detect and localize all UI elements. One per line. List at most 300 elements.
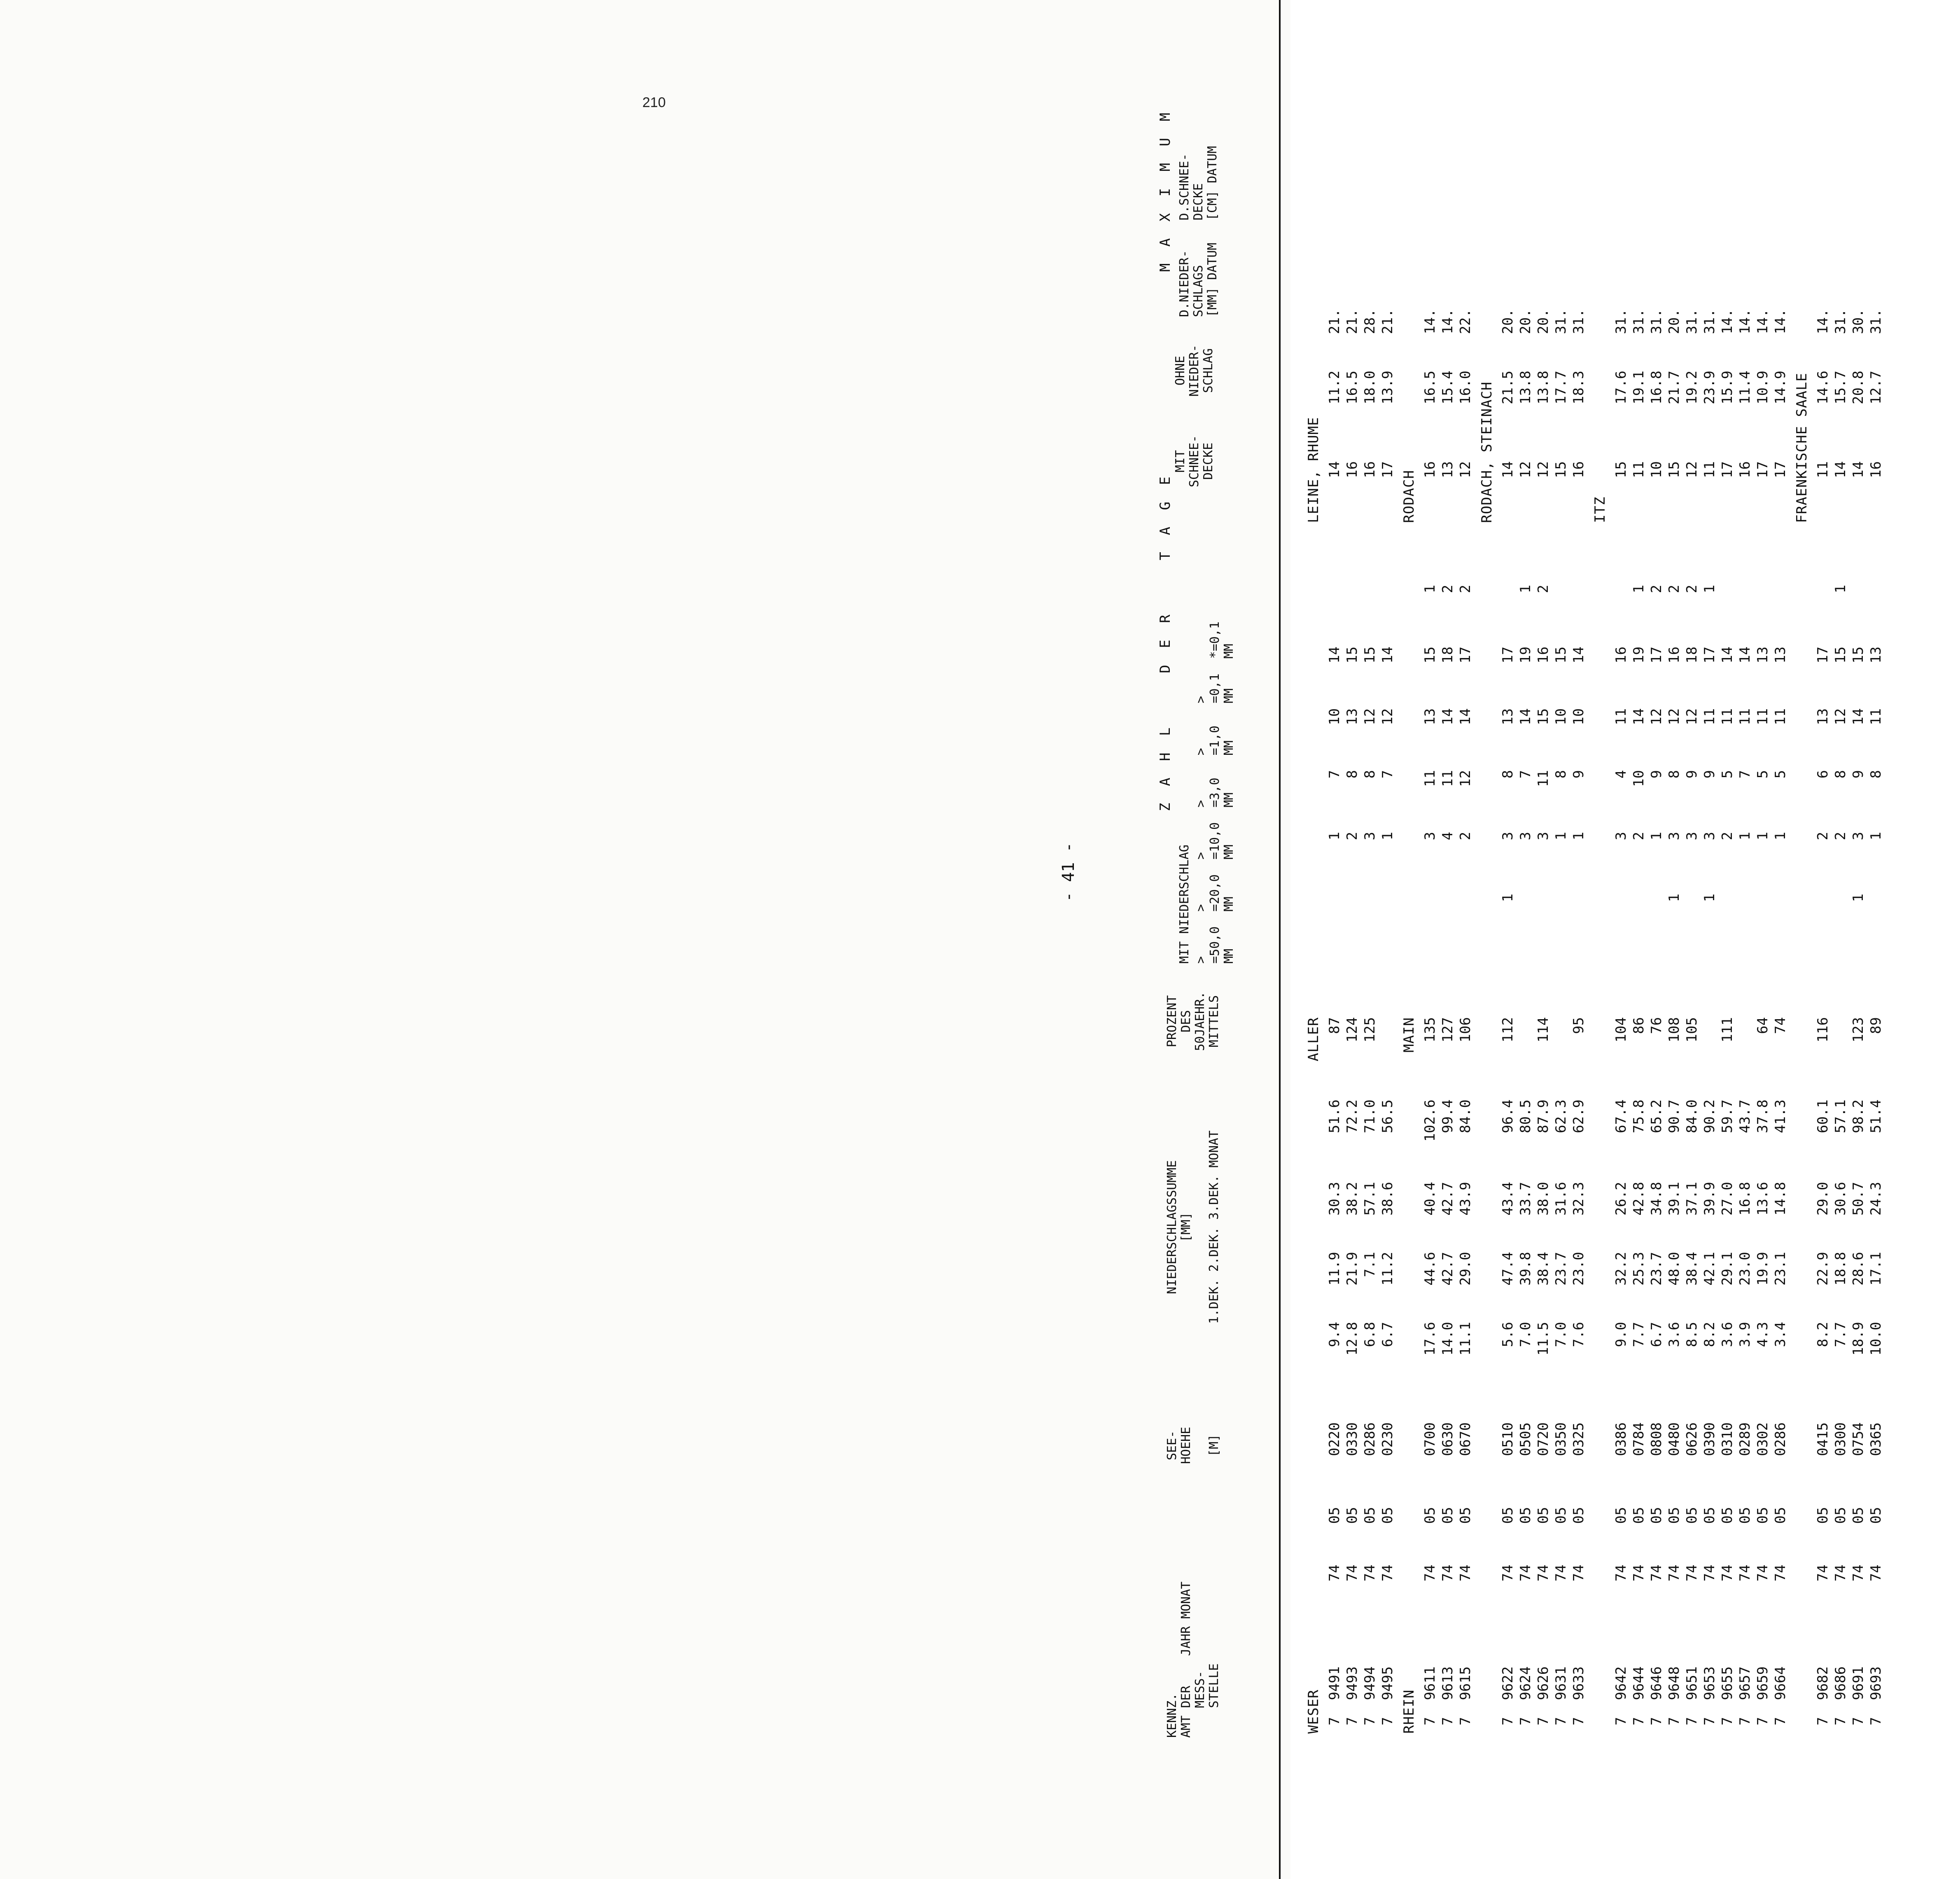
cell-maxn: 16.5 [1344,371,1360,404]
cell-d1: 11.1 [1457,1322,1474,1356]
cell-monat: 05 [1719,1507,1736,1524]
cell-amt [1517,1602,1535,1738]
cell-hoehe: 0325 [1570,1422,1587,1456]
cell-kennz: 9646 [1648,1666,1665,1700]
cell-amt [1421,1602,1439,1738]
cell-z20 [1754,894,1772,955]
cell-z1: 10 [1570,708,1587,725]
cell-z50 [1612,955,1630,1017]
cell-maxn: 11.4 [1737,371,1753,404]
cell-z01: 13 [1772,647,1789,663]
cell-kennz: 9651 [1684,1666,1700,1700]
cell-amt [1648,1602,1666,1738]
cell-z50 [1754,955,1772,1017]
cell-zs: 2 [1666,585,1682,593]
river-system-label [1790,1099,1814,1738]
cell-z50 [1736,955,1754,1017]
cell-proz: 106 [1457,1017,1474,1043]
cell-jahr: 74 [1815,1564,1831,1582]
cell-schnee [1683,523,1701,585]
cell-jahr: 74 [1326,1564,1343,1582]
cell-amt [1326,1602,1344,1738]
cell-z20 [1612,894,1630,955]
cell-z20 [1457,894,1475,955]
cell-mon: 59.7 [1719,1099,1736,1133]
cell-schnee [1867,523,1885,585]
cell-jahr: 74 [1344,1564,1360,1582]
cell-maxd: 14. [1755,309,1771,334]
cell-proz: 87 [1326,1017,1343,1034]
cell-z1: 12 [1684,708,1700,725]
cell-kennz: 9659 [1755,1666,1771,1700]
cell-maxd: 21. [1379,309,1396,334]
cell-kennz: 9613 [1440,1666,1456,1700]
cell-z50 [1361,955,1379,1017]
cell-schnee [1379,523,1397,585]
cell-amt [1701,1602,1719,1738]
cell-kennz: 9642 [1613,1666,1629,1700]
cell-amt: 7 [1684,1717,1700,1725]
cell-z3: 9 [1850,770,1867,779]
cell-hoehe: 0365 [1868,1422,1884,1456]
table-row [1517,309,1535,1738]
cell-d1: 8.5 [1684,1322,1700,1347]
cell-kennz: 9686 [1832,1666,1849,1700]
cell-amt: 7 [1755,1717,1771,1725]
cell-schnee [1344,523,1361,585]
cell-z50 [1552,955,1570,1017]
page-number: 210 [642,95,666,110]
cell-d2: 48.0 [1666,1252,1682,1286]
cell-z20 [1683,894,1701,955]
table-row [1850,309,1867,1738]
cell-d1: 10.0 [1868,1322,1884,1356]
cell-z1: 10 [1553,708,1569,725]
group-label-row [1475,309,1499,1738]
cell-d1: 8.2 [1815,1322,1831,1347]
cell-zs: 2 [1440,585,1456,593]
cell-amt: 7 [1553,1717,1569,1725]
table-row [1439,309,1457,1738]
cell-maxd: 31. [1868,309,1884,334]
cell-z1: 13 [1815,708,1831,725]
cell-d2: 39.8 [1517,1252,1534,1286]
cell-jahr: 74 [1850,1564,1867,1582]
cell-ohne: 16 [1737,461,1753,478]
cell-proz: 76 [1648,1017,1665,1034]
cell-amt: 7 [1737,1717,1753,1725]
cell-maxd: 31. [1684,309,1700,334]
table-row [1719,309,1736,1738]
cell-z3: 6 [1815,770,1831,779]
cell-d2: 17.1 [1868,1252,1884,1286]
cell-monat: 05 [1666,1507,1682,1524]
cell-z3: 7 [1326,770,1343,779]
catchment-label: LEINE, RHUME [1305,417,1322,523]
cell-hoehe: 0286 [1362,1422,1378,1456]
cell-maxn: 20.8 [1850,371,1867,404]
cell-z01: 19 [1631,647,1647,663]
cell-d3: 57.1 [1362,1182,1378,1216]
cell-kennz: 9644 [1631,1666,1647,1700]
river-system-label: RHEIN [1400,1689,1417,1734]
cell-jahr: 74 [1457,1564,1474,1582]
cell-kennz: 9493 [1344,1666,1360,1700]
cell-z3: 8 [1500,770,1516,779]
cell-kennz: 9615 [1457,1666,1474,1700]
cell-d3: 13.6 [1755,1182,1771,1216]
cell-z10: 3 [1500,832,1516,840]
cell-monat: 05 [1326,1507,1343,1524]
cell-ohne: 11 [1631,461,1647,478]
cell-z3: 11 [1440,770,1456,787]
cell-z50 [1648,955,1666,1017]
cell-hoehe: 0220 [1326,1422,1343,1456]
cell-zs: 1 [1701,585,1718,593]
cell-maxn: 23.9 [1701,371,1718,404]
cell-kennz: 9682 [1815,1666,1831,1700]
catchment-label: RODACH [1400,470,1417,523]
header-prozent: PROZENT DES 50JAEHR. MITTELS [1165,991,1221,1051]
cell-z50 [1439,955,1457,1017]
table-row [1326,309,1344,1738]
cell-z1: 13 [1500,708,1516,725]
cell-hoehe: 0300 [1832,1422,1849,1456]
table-body [1301,309,1885,1738]
cell-maxd: 20. [1517,309,1534,334]
cell-z01: 19 [1517,647,1534,663]
cell-d2: 47.4 [1500,1252,1516,1286]
cell-monat: 05 [1815,1507,1831,1524]
cell-d3: 50.7 [1850,1182,1867,1216]
cell-d2: 44.6 [1422,1252,1438,1286]
cell-d2: 22.9 [1815,1252,1831,1286]
cell-z50 [1535,955,1552,1017]
cell-maxd: 20. [1535,309,1552,334]
cell-amt [1772,1602,1790,1738]
cell-amt [1666,1602,1683,1738]
cell-amt: 7 [1500,1717,1516,1725]
cell-z50 [1570,955,1588,1017]
cell-d2: 32.2 [1613,1252,1629,1286]
table-row [1683,309,1701,1738]
cell-ohne: 16 [1570,461,1587,478]
cell-maxd: 21. [1344,309,1360,334]
cell-schnee [1499,523,1517,585]
cell-jahr: 74 [1379,1564,1396,1582]
cell-z20 [1814,894,1832,955]
cell-maxd: 14. [1737,309,1753,334]
table-row [1421,309,1439,1738]
cell-schnee [1570,523,1588,585]
cell-d2: 11.2 [1379,1252,1396,1286]
cell-z50 [1326,955,1344,1017]
cell-kennz: 9631 [1553,1666,1569,1700]
cell-d1: 11.5 [1535,1322,1552,1356]
cell-ohne: 12 [1535,461,1552,478]
cell-kennz: 9624 [1517,1666,1534,1700]
cell-z20 [1772,894,1790,955]
cell-jahr: 74 [1570,1564,1587,1582]
cell-proz: 135 [1422,1017,1438,1043]
cell-d1: 3.6 [1666,1322,1682,1347]
cell-amt: 7 [1517,1717,1534,1725]
cell-maxd: 20. [1666,309,1682,334]
cell-zs: 1 [1517,585,1534,593]
cell-d1: 8.2 [1701,1322,1718,1347]
cell-maxd: 14. [1719,309,1736,334]
cell-hoehe: 0700 [1422,1422,1438,1456]
cell-z50 [1719,955,1736,1017]
cell-d3: 14.8 [1772,1182,1789,1216]
cell-z50 [1867,955,1885,1017]
cell-hoehe: 0302 [1755,1422,1771,1456]
cell-d3: 38.0 [1535,1182,1552,1216]
cell-d3: 42.8 [1631,1182,1647,1216]
cell-schnee [1630,523,1648,585]
cell-z50 [1666,955,1683,1017]
cell-mon: 90.2 [1701,1099,1718,1133]
cell-monat: 05 [1648,1507,1665,1524]
cell-amt [1736,1602,1754,1738]
cell-monat: 05 [1701,1507,1718,1524]
header-max-cols: D.NIEDER- D.SCHNEE- SCHLAGS DECKE [MM] DATUM [CM] DATUM [1177,146,1220,317]
cell-hoehe: 0310 [1719,1422,1736,1456]
cell-amt: 7 [1868,1717,1884,1725]
cell-zs [1754,585,1772,647]
cell-mon: 71.0 [1362,1099,1378,1133]
cell-amt [1570,1602,1588,1738]
cell-z3: 8 [1344,770,1360,779]
cell-zs [1867,585,1885,647]
cell-kennz: 9664 [1772,1666,1789,1700]
cell-d3: 32.3 [1570,1182,1587,1216]
cell-z10: 3 [1362,832,1378,840]
header-niederschlag: NIEDERSCHLAGSSUMME [MM] 1.DEK. 2.DEK. 3.DEK. MONAT [1165,1130,1221,1324]
cell-d2: 29.0 [1457,1252,1474,1286]
cell-kennz: 9626 [1535,1666,1552,1700]
cell-schnee [1439,523,1457,585]
cell-proz [1701,1017,1719,1099]
cell-z1: 12 [1666,708,1682,725]
table-row [1630,309,1648,1738]
table-row [1552,309,1570,1738]
cell-mon: 56.5 [1379,1099,1396,1133]
cell-z20 [1326,894,1344,955]
cell-z50 [1772,955,1790,1017]
cell-monat: 05 [1850,1507,1867,1524]
table-row [1499,309,1517,1738]
cell-d1: 7.0 [1517,1322,1534,1347]
cell-z10: 1 [1737,832,1753,840]
river-system-label [1588,1099,1612,1738]
cell-proz: 104 [1613,1017,1629,1043]
cell-z1: 14 [1457,708,1474,725]
cell-schnee [1457,523,1475,585]
cell-z1: 11 [1755,708,1771,725]
cell-z50 [1421,955,1439,1017]
cell-proz: 124 [1344,1017,1360,1043]
cell-proz: 74 [1772,1017,1789,1034]
cell-d2: 38.4 [1684,1252,1700,1286]
cell-proz [1517,1017,1535,1099]
cell-maxd: 31. [1613,309,1629,334]
cell-hoehe: 0350 [1553,1422,1569,1456]
cell-schnee [1535,523,1552,585]
cell-z1: 14 [1631,708,1647,725]
cell-ohne: 15 [1553,461,1569,478]
cell-z01: 17 [1500,647,1516,663]
cell-ohne: 12 [1517,461,1534,478]
cell-proz: 86 [1631,1017,1647,1034]
cell-ohne: 15 [1613,461,1629,478]
header-schneedecke: MIT SCHNEE- DECKE [1173,435,1216,488]
cell-ohne: 17 [1719,461,1736,478]
cell-z50 [1701,955,1719,1017]
table-header [1054,8,1285,1738]
cell-maxn: 18.0 [1362,371,1378,404]
cell-maxn: 21.5 [1500,371,1516,404]
cell-amt [1535,1602,1552,1738]
cell-z10: 2 [1832,832,1849,840]
cell-d3: 33.7 [1517,1182,1534,1216]
cell-schnee [1814,523,1832,585]
cell-z01: 18 [1440,647,1456,663]
rotated-table-region [1054,8,1960,1738]
cell-z3: 5 [1772,770,1789,779]
cell-z3: 7 [1517,770,1534,779]
cell-z3: 8 [1832,770,1849,779]
cell-mon: 80.5 [1517,1099,1534,1133]
cell-d2: 21.9 [1344,1252,1360,1286]
cell-z3: 5 [1719,770,1736,779]
cell-z20 [1630,894,1648,955]
table-row [1648,309,1666,1738]
cell-maxn: 16.0 [1457,371,1474,404]
cell-d1: 5.6 [1500,1322,1516,1347]
cell-z1: 11 [1772,708,1789,725]
cell-zs: 2 [1648,585,1665,593]
cell-mon: 99.4 [1440,1099,1456,1133]
cell-mon: 51.4 [1868,1099,1884,1133]
table-row [1754,309,1772,1738]
cell-maxn: 19.2 [1684,371,1700,404]
cell-d2: 23.0 [1737,1252,1753,1286]
cell-d3: 24.3 [1868,1182,1884,1216]
cell-schnee [1736,523,1754,585]
cell-z01: 14 [1379,647,1396,663]
cell-zs [1499,585,1517,647]
cell-amt [1754,1602,1772,1738]
cell-d2: 28.6 [1850,1252,1867,1286]
cell-d3: 27.0 [1719,1182,1736,1216]
cell-zs [1736,585,1754,647]
cell-d3: 34.8 [1648,1182,1665,1216]
cell-z10: 2 [1815,832,1831,840]
table-row [1701,309,1719,1738]
cell-amt [1683,1602,1701,1738]
river-label [1588,1017,1612,1099]
cell-z3: 9 [1701,770,1718,779]
cell-monat: 05 [1684,1507,1700,1524]
cell-z1: 11 [1868,708,1884,725]
cell-schnee [1666,523,1683,585]
catchment-label: ITZ [1591,496,1608,523]
cell-d1: 6.7 [1648,1322,1665,1347]
sub-page-number: - 41 - [1059,842,1078,902]
cell-z01: 14 [1570,647,1587,663]
cell-mon: 37.8 [1755,1099,1771,1133]
cell-hoehe: 0670 [1457,1422,1474,1456]
cell-hoehe: 0230 [1379,1422,1396,1456]
cell-maxn: 17.7 [1553,371,1569,404]
cell-ohne: 14 [1850,461,1867,478]
cell-proz: 64 [1755,1017,1771,1034]
cell-z50 [1683,955,1701,1017]
cell-z3: 9 [1684,770,1700,779]
cell-ohne: 16 [1344,461,1360,478]
cell-maxn: 11.2 [1326,371,1343,404]
cell-jahr: 74 [1553,1564,1569,1582]
cell-amt: 7 [1422,1717,1438,1725]
cell-kennz: 9648 [1666,1666,1682,1700]
cell-kennz: 9611 [1422,1666,1438,1700]
cell-maxd: 31. [1648,309,1665,334]
cell-maxd: 14. [1422,309,1438,334]
cell-zs [1379,585,1397,647]
cell-hoehe: 0415 [1815,1422,1831,1456]
cell-monat: 05 [1500,1507,1516,1524]
cell-amt [1379,1602,1397,1738]
group-label-row [1397,309,1421,1738]
cell-d2: 29.1 [1719,1252,1736,1286]
cell-kennz: 9495 [1379,1666,1396,1700]
cell-mon: 90.7 [1666,1099,1682,1133]
cell-z01: 15 [1362,647,1378,663]
cell-amt: 7 [1344,1717,1360,1725]
cell-proz [1379,1017,1397,1099]
cell-z50 [1457,955,1475,1017]
cell-d2: 42.7 [1440,1252,1456,1286]
cell-amt: 7 [1772,1717,1789,1725]
cell-mon: 60.1 [1815,1099,1831,1133]
cell-zs: 2 [1535,585,1552,593]
cell-d3: 31.6 [1553,1182,1569,1216]
cell-d1: 12.8 [1344,1322,1360,1356]
cell-schnee [1832,523,1850,585]
cell-jahr: 74 [1648,1564,1665,1582]
cell-mon: 87.9 [1535,1099,1552,1133]
cell-amt [1344,1602,1361,1738]
cell-z50 [1630,955,1648,1017]
cell-ohne: 12 [1684,461,1700,478]
cell-z20 [1421,894,1439,955]
cell-ohne: 10 [1648,461,1665,478]
cell-z10: 1 [1772,832,1789,840]
cell-z10: 3 [1666,832,1682,840]
cell-proz: 125 [1362,1017,1378,1043]
cell-proz [1736,1017,1754,1099]
cell-maxn: 15.7 [1832,371,1849,404]
cell-proz: 95 [1570,1017,1587,1034]
cell-ohne: 14 [1326,461,1343,478]
cell-z1: 14 [1850,708,1867,725]
cell-d1: 9.4 [1326,1322,1343,1347]
cell-z20: 1 [1850,894,1867,902]
cell-maxn: 14.6 [1815,371,1831,404]
cell-amt: 7 [1850,1717,1867,1725]
cell-z01: 14 [1737,647,1753,663]
